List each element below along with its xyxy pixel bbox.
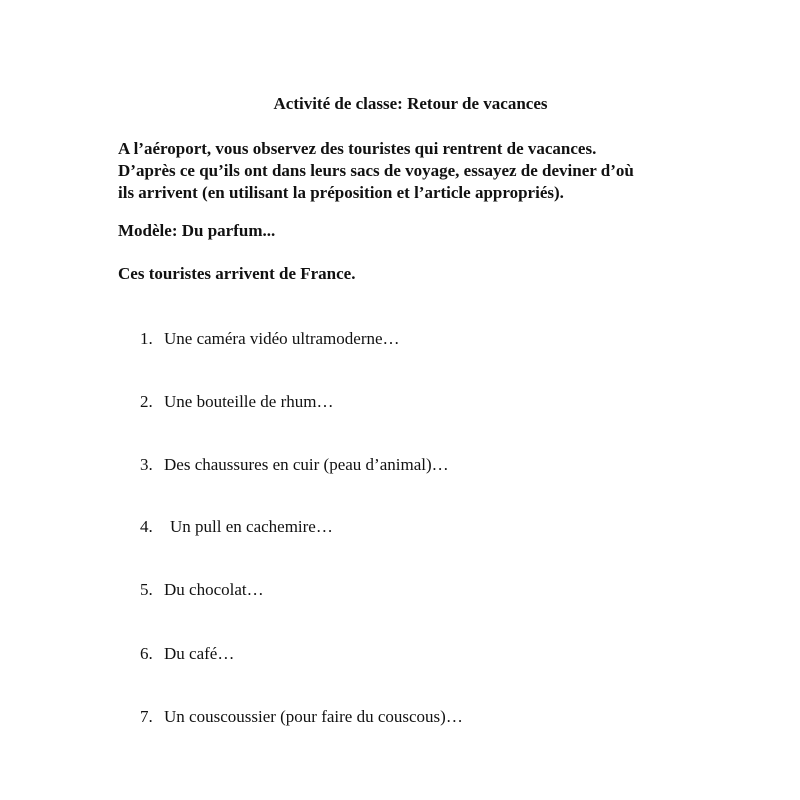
instructions-line: ils arrivent (en utilisant la préposition et l’article appropriés). [118,183,564,202]
item-number: 6. [140,644,153,663]
item-text: Du café… [164,644,235,663]
item-text: Une bouteille de rhum… [164,392,334,411]
item-number: 5. [140,580,153,599]
exercise-item [140,516,333,538]
item-number: 3. [140,455,153,474]
item-text: Un couscoussier (pour faire du couscous)… [164,707,463,726]
document-title: Activité de classe: Retour de vacances [273,94,548,113]
item-number: 4. [140,517,153,536]
exercise-item [140,391,334,413]
exercise-item [140,328,400,350]
item-number: 1. [140,329,153,348]
item-text: Une caméra vidéo ultramoderne… [164,329,400,348]
exercise-item [140,579,264,601]
exercise-item [140,643,234,665]
model-label: Modèle: Du parfum... [118,221,276,240]
item-number: 7. [140,707,153,726]
instructions-line: A l’aéroport, vous observez des touristes qui rentrent de vacances. [118,139,597,158]
instructions-paragraph [118,138,718,204]
exercise-item [140,454,449,476]
exercise-item [140,706,463,728]
instructions-line: D’après ce qu’ils ont dans leurs sacs de voyage, essayez de deviner d’où [118,161,634,180]
model-answer: Ces touristes arrivent de France. [118,264,356,283]
item-text: Du chocolat… [164,580,264,599]
item-number: 2. [140,392,153,411]
item-text: Des chaussures en cuir (peau d’animal)… [164,455,449,474]
item-text: Un pull en cachemire… [170,517,333,536]
